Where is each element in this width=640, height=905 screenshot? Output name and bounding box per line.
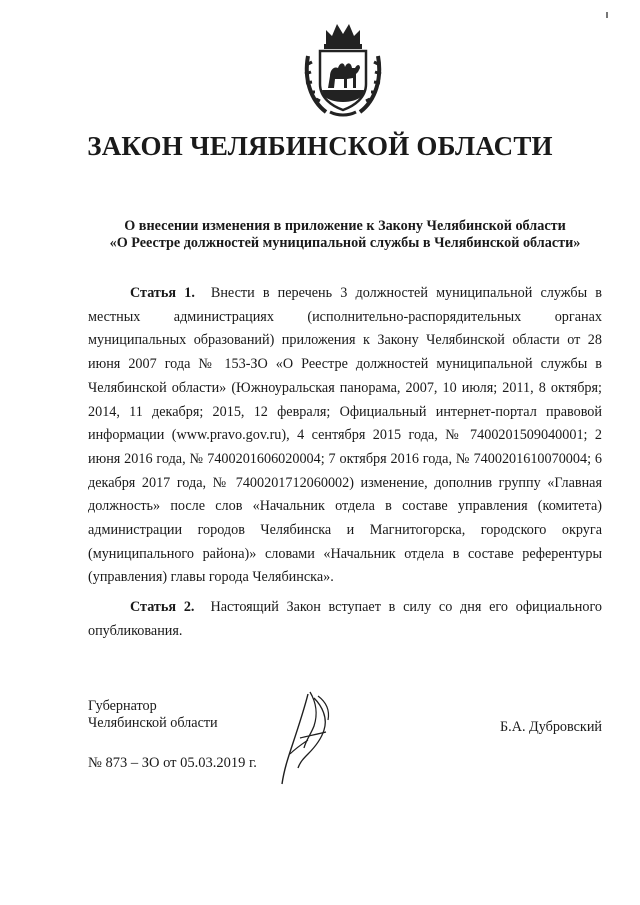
article-2-label: Статья 2. [130,599,195,615]
law-number-date: № 873 – ЗО от 05.03.2019 г. [88,755,257,771]
law-title: ЗАКОН ЧЕЛЯБИНСКОЙ ОБЛАСТИ [87,131,553,161]
signatory-position-line-2: Челябинской области [88,715,218,731]
scan-mark [606,12,608,18]
law-subtitle [60,218,630,252]
coat-of-arms-icon [302,18,384,118]
handwritten-signature [278,688,342,788]
signatory-position-line-1: Губернатор [88,698,157,714]
subtitle-line-1: О внесении изменения в приложение к Закону Челябинской области [124,218,566,234]
article-2-text: Настоящий Закон вступает в силу со дня его официального опубликования. [88,599,603,639]
subtitle-line-2: «О Реестре должностей муниципальной службы в Челябинской области» [109,235,581,251]
article-1-text: Внести в перечень 3 должностей муниципальной службы в местных администрациях (исполнительно-распорядительных органах муниципальных образований) приложения к Закону Челябинской области от 28 июня 2007 года № 153-ЗО «О Реестре должностей муниципальной службы в Челябинской области» (Южноуральская панорама, 2007, 10 июля; 2011, 8 октября; 2014, 11 декабря; 2015, 12 февраля; Официальный интернет-портал правовой информации (www.pravo.gov.ru), 4 сентября 2015 года, № 7400201509040001; 2 июня 2016 года, № 7400201606020004; 7 октября 2016 года, № 7400201610070004; 6 декабря 2017 года, № 7400201712060002) изменение, дополнив группу «Главная должность» после слов «Начальник отдела в составе управления (комитета) администрации городов Челябинска и Магнитогорска, городского округа (муниципального района)» словами «Начальник отдела в составе референтуры (управления) главы города Челябинска». [88,285,603,586]
article-1-label: Статья 1. [130,285,195,301]
article-2 [88,596,602,643]
signatory-name: Б.А. Дубровский [500,719,603,735]
article-1 [88,282,602,590]
